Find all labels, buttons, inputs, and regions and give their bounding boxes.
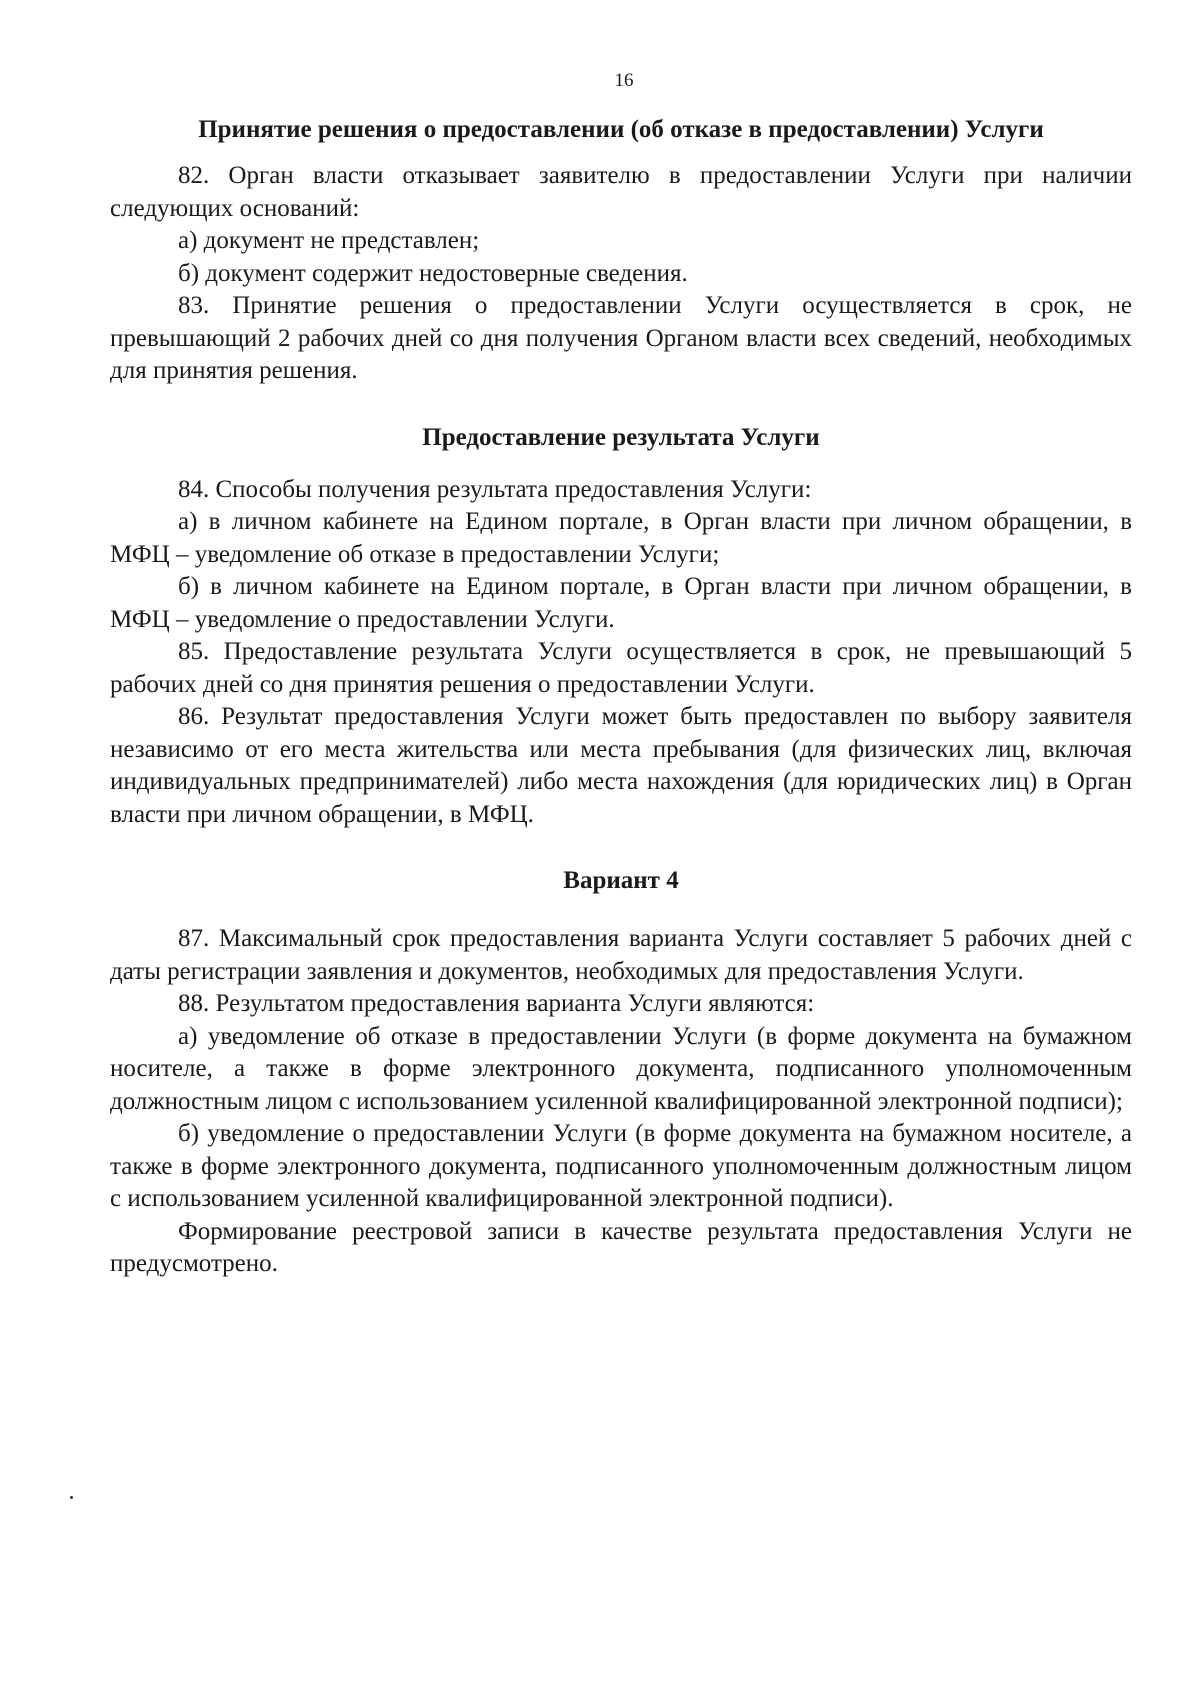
paragraph-88-b: б) уведомление о предоставлении Услуги (в форме документа на бумажном носителе, а также в форме электронного документа, подписанного уполномоченным должностным лицом с использованием усиленной квалифицированной электронной подписи). bbox=[110, 1120, 1132, 1212]
paragraph-85: 85. Предоставление результата Услуги осуществляется в срок, не превышающий 5 рабочих дней со дня принятия решения о предоставлении Услуги. bbox=[110, 638, 1132, 698]
paragraph-82-a: а) документ не представлен; bbox=[178, 227, 480, 254]
paragraph-88-a: а) уведомление об отказе в предоставлении Услуги (в форме документа на бумажном носителе, а также в форме электронного документа, подписанного уполномоченным должностным лицом с использованием усиленной квалифицированной электронной подписи); bbox=[110, 1022, 1132, 1115]
paragraph-87: 87. Максимальный срок предоставления варианта Услуги составляет 5 рабочих дней с даты регистрации заявления и документов, необходимых для предоставления Услуги. bbox=[110, 925, 1132, 985]
paragraph-84: 84. Способы получения результата предоставления Услуги: bbox=[178, 475, 812, 503]
scan-speck bbox=[70, 1496, 73, 1499]
page-number: 16 bbox=[614, 70, 634, 91]
paragraph-84-b: б) в личном кабинете на Едином портале, в Орган власти при личном обращении, в МФЦ – уведомление о предоставлении Услуги. bbox=[110, 573, 1132, 633]
document-page bbox=[110, 70, 1132, 1281]
paragraph-registry-note: Формирование реестровой записи в качестве результата предоставления Услуги не предусмотрено. bbox=[110, 1217, 1132, 1277]
paragraph-83: 83. Принятие решения о предоставлении Услуги осуществляется в срок, не превышающий 2 рабочих дней со дня получения Органом власти всех сведений, необходимых для принятия решения. bbox=[110, 292, 1132, 384]
section-heading-variant-4: Вариант 4 bbox=[563, 867, 679, 894]
section-heading-result: Предоставление результата Услуги bbox=[422, 423, 820, 451]
paragraph-82-b: б) документ содержит недостоверные сведения. bbox=[178, 259, 688, 287]
paragraph-82: 82. Орган власти отказывает заявителю в предоставлении Услуги при наличии следующих оснований: bbox=[110, 162, 1132, 222]
section-heading-decision: Принятие решения о предоставлении (об отказе в предоставлении) Услуги bbox=[198, 116, 1044, 143]
paragraph-88: 88. Результатом предоставления варианта Услуги являются: bbox=[178, 990, 815, 1017]
paragraph-84-a: а) в личном кабинете на Едином портале, в Орган власти при личном обращении, в МФЦ – уведомление об отказе в предоставлении Услуги; bbox=[110, 508, 1132, 568]
paragraph-86: 86. Результат предоставления Услуги может быть предоставлен по выбору заявителя независимо от его места жительства или места пребывания (для физических лиц, включая индивидуальных предпринимателей) либо места нахождения (для юридических лиц) в Орган власти при личном обращении, в МФЦ. bbox=[110, 703, 1132, 828]
